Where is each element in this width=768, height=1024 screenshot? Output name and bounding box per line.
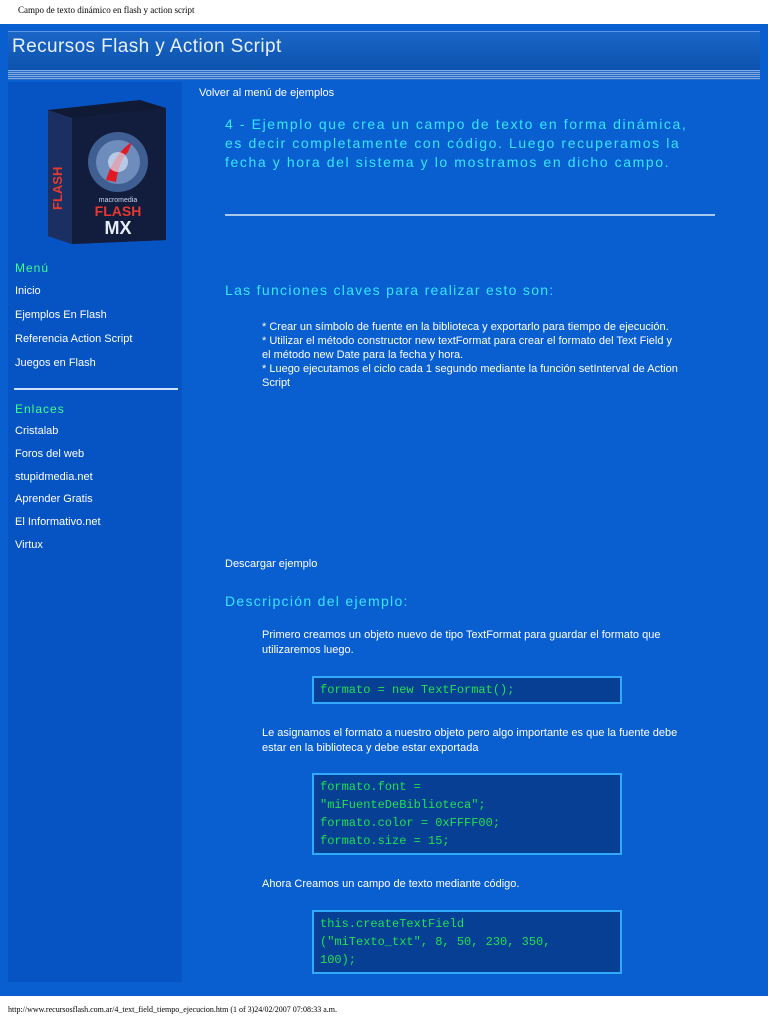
sidebar-item-ejemplos[interactable]: Ejemplos En Flash [15,309,107,321]
sidebar-link-cristalab[interactable]: Cristalab [15,425,59,437]
code-line: 100); [320,953,357,967]
back-to-menu-link[interactable]: Volver al menú de ejemplos [199,87,335,99]
page-headline: 4 - Ejemplo que crea un campo de texto en forma dinámica, es decir completamente con código. Luego recuperamos la fecha y hora del sistema y lo mostramos en dicho campo. [225,116,688,170]
code-line: formato.font = [320,780,421,794]
code-block-create-field [312,910,622,974]
code-block-textformat [312,676,622,704]
page [0,24,768,996]
sidebar-link-informativo[interactable]: El Informativo.net [15,516,101,528]
flash-mx-box-logo [28,92,176,244]
download-example-link[interactable]: Descargar ejemplo [225,558,318,570]
sidebar-divider [14,388,178,390]
site-header [8,31,760,71]
code-block-format-props [312,773,622,855]
print-header: Campo de texto dinámico en flash y action script [18,5,195,15]
code-line: this.createTextField [320,917,465,931]
links-heading: Enlaces [15,402,65,416]
print-footer: http://www.recursosflash.com.ar/4_text_field_tiempo_ejecucion.htm (1 of 3)24/02/2007 07:08:33 a.m. [8,1005,337,1014]
headline-divider [225,214,715,216]
code-line: "miFuenteDeBiblioteca"; [320,798,486,812]
sidebar-link-foros[interactable]: Foros del web [15,448,85,460]
sidebar-item-inicio[interactable]: Inicio [15,285,41,297]
paragraph-format-assign: Le asignamos el formato a nuestro objeto pero algo importante es que la fuente debe estar en la biblioteca y debe estar exportada [262,727,678,754]
menu-heading: Menú [15,261,50,275]
svg-text:FLASH: FLASH [50,166,65,210]
sidebar-link-stupidmedia[interactable]: stupidmedia.net [15,471,93,483]
key-functions-heading: Las funciones claves para realizar esto son: [225,282,555,298]
code-line: formato = new TextFormat(); [320,683,515,697]
sidebar-link-aprender[interactable]: Aprender Gratis [15,493,93,505]
code-line: formato.color = 0xFFFF00; [320,816,501,830]
site-title: Recursos Flash y Action Script [12,36,282,57]
svg-text:macromedia: macromedia [98,197,138,204]
paragraph-create-field: Ahora Creamos un campo de texto mediante código. [262,878,520,890]
header-stripes [8,70,760,80]
logo-spine-text [50,167,65,210]
sidebar-item-juegos[interactable]: Juegos en Flash [15,357,96,369]
sidebar-item-referencia[interactable]: Referencia Action Script [15,333,133,345]
list-item: * Luego ejecutamos el ciclo cada 1 segundo mediante la función setInterval de Action Script [262,363,678,389]
code-line: ("miTexto_txt", 8, 50, 230, 350, [320,935,551,949]
paragraph-textformat: Primero creamos un objeto nuevo de tipo TextFormat para guardar el formato que utilizaremos luego. [262,629,661,656]
sidebar-link-virtux[interactable]: Virtux [15,539,43,551]
code-line: formato.size = 15; [320,834,450,848]
description-heading: Descripción del ejemplo: [225,593,409,609]
list-item: * Utilizar el método constructor new textFormat para crear el formato del Text Field y el método new Date para la fecha y hora. [262,335,673,361]
svg-text:FLASH: FLASH [94,203,142,219]
key-functions-list [262,320,682,390]
svg-text:MX: MX [104,218,132,238]
sidebar [8,82,182,982]
list-item: * Crear un símbolo de fuente en la biblioteca y exportarlo para tiempo de ejecución. [262,321,669,333]
